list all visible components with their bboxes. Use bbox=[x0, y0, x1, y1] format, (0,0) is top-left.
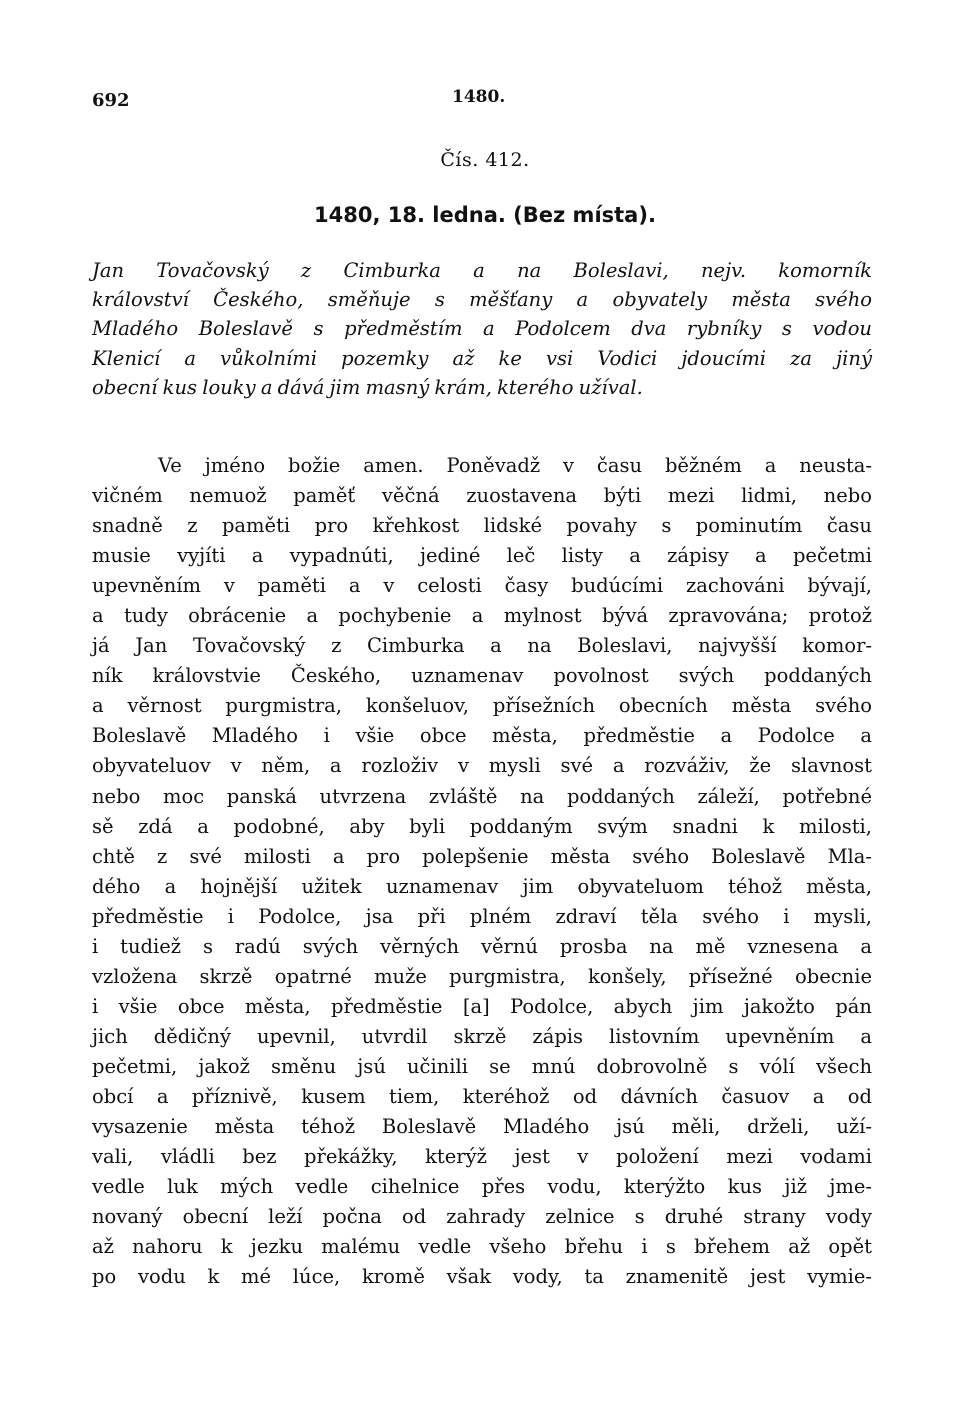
summary-line: Jan Tovačovský z Cimburka a na Boleslavi, nejv. komorník bbox=[92, 259, 872, 282]
body-line: vedle luk mých vedle cihelnice přes vodu, kterýžto kus již jme- bbox=[92, 1175, 872, 1199]
body-line: i tudiež s radú svých věrných věrnú prosba na mě vznesena a bbox=[92, 934, 872, 958]
body-line: a věrnost purgmistra, konšeluov, přísežních obecních města svého bbox=[92, 694, 872, 718]
summary-line: obecní kus louky a dává jim masný krám, kterého užíval. bbox=[92, 375, 643, 399]
body-line: a tudy obrácenie a pochybenie a mylnost bývá zpravována; protož bbox=[92, 604, 872, 628]
document-body bbox=[92, 451, 872, 1292]
summary-line: království Českého, směňuje s měšťany a obyvately města svého bbox=[92, 288, 872, 312]
page-number: 692 bbox=[92, 90, 130, 111]
body-line: po vodu k mé lúce, kromě však vody, ta znamenitě jest vymie- bbox=[92, 1265, 872, 1289]
body-line: já Jan Tovačovský z Cimburka a na Boleslavi, najvyšší komor- bbox=[92, 634, 872, 658]
body-line: vičném nemuož paměť věčná zuostavena býti mezi lidmi, nebo bbox=[92, 484, 872, 508]
body-line: upevněním v paměti a v celosti časy budúcími zachováni bývají, bbox=[92, 574, 872, 598]
body-line: vzložena skrzě opatrné muže purgmistra, konšely, přísežné obecnie bbox=[92, 964, 872, 988]
running-header-year: 1480. bbox=[452, 87, 506, 107]
body-line: jich dědičný upevnil, utvrdil skrzě zápis listovním upevněním a bbox=[92, 1024, 872, 1048]
body-line: chtě z své milosti a pro polepšenie města svého Boleslavě Mla- bbox=[92, 844, 872, 868]
body-line: sě zdá a podobné, aby byli poddaným svým snadni k milosti, bbox=[92, 814, 872, 838]
summary-line: Mladého Boleslavě s předměstím a Podolcem dva rybníky s vodou bbox=[92, 317, 872, 341]
body-line: předměstie i Podolce, jsa při plném zdraví těla svého i mysli, bbox=[92, 904, 872, 928]
body-line: pečetmi, jakož směnu jsú učinili se mnú dobrovolně s vólí všech bbox=[92, 1054, 872, 1078]
body-line: Ve jméno božie amen. Poněvadž v času běžném a neusta- bbox=[158, 454, 872, 477]
body-line: dého a hojnější užitek uznamenav jim obyvateluom téhož města, bbox=[92, 874, 872, 898]
document-summary bbox=[92, 256, 872, 402]
summary-line: Klenicí a vůkolními pozemky až ke vsi Vodici jdoucími za jiný bbox=[92, 346, 872, 370]
body-line: obyvateluov v něm, a rozloživ v mysli své a rozváživ, že slavnost bbox=[92, 754, 872, 778]
body-line: nebo moc panská utvrzena zvláště na poddaných záleží, potřebné bbox=[92, 784, 872, 808]
body-line: obcí a příznivě, kusem tiem, kteréhož od dávních časuov a od bbox=[92, 1084, 872, 1108]
body-line: ník královstvie Českého, uznamenav povolnost svých poddaných bbox=[92, 664, 872, 688]
document-date-heading: 1480, 18. ledna. (Bez místa). bbox=[314, 203, 656, 227]
body-line: Boleslavě Mladého i všie obce města, předměstie a Podolce a bbox=[92, 724, 872, 748]
body-line: snadně z paměti pro křehkost lidské povahy s pominutím času bbox=[92, 514, 872, 538]
document-number: Čís. 412. bbox=[440, 149, 530, 171]
body-line: musie vyjíti a vypadnúti, jediné leč listy a zápisy a pečetmi bbox=[92, 544, 872, 568]
body-line: vali, vládli bez překážky, kterýž jest v položení mezi vodami bbox=[92, 1145, 872, 1169]
body-line: až nahoru k jezku malému vedle všeho břehu i s břehem až opět bbox=[92, 1235, 872, 1259]
body-line: novaný obecní leží počna od zahrady zelnice s druhé strany vody bbox=[92, 1205, 872, 1229]
body-line: i všie obce města, předměstie [a] Podolce, abych jim jakožto pán bbox=[92, 994, 872, 1018]
body-line: vysazenie města téhož Boleslavě Mladého jsú měli, drželi, uží- bbox=[92, 1115, 872, 1139]
